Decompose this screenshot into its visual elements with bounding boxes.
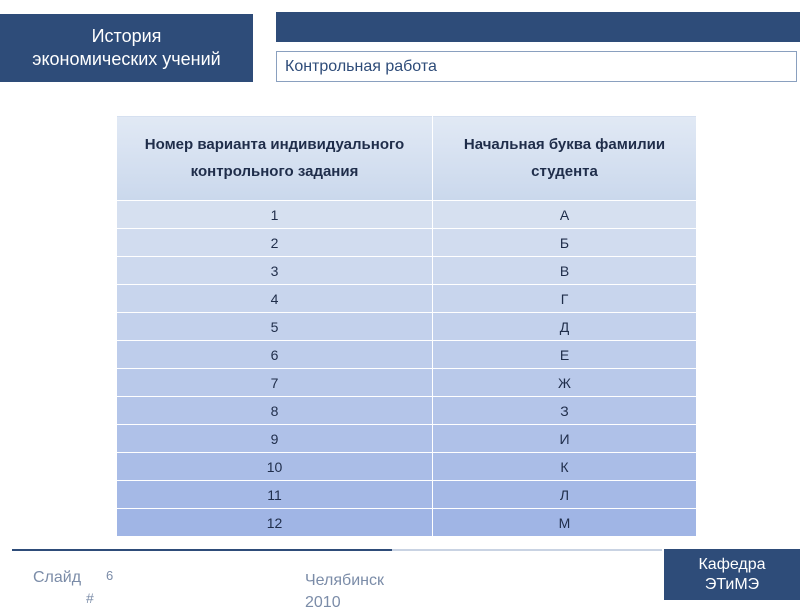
table-row	[117, 397, 697, 425]
table-row	[117, 285, 697, 313]
table-row	[117, 369, 697, 397]
variant-number-cell: 2	[117, 229, 433, 257]
variant-number-cell: 4	[117, 285, 433, 313]
department-box	[664, 549, 800, 600]
initial-letter-cell: М	[433, 509, 697, 537]
department-line2: ЭТиМЭ	[704, 575, 760, 593]
table-row	[117, 509, 697, 537]
department-line1: Кафедра	[698, 555, 766, 573]
variant-number-cell: 6	[117, 341, 433, 369]
table-row	[117, 425, 697, 453]
slide-label: Слайд	[33, 569, 82, 586]
variants-table	[116, 115, 697, 537]
header-initial-letter: Начальная буква фамилии студента	[433, 116, 697, 201]
course-title-box	[0, 14, 253, 82]
subtitle-box	[276, 51, 797, 82]
initial-letter-cell: Б	[433, 229, 697, 257]
initial-letter-cell: А	[433, 201, 697, 229]
initial-letter-cell: К	[433, 453, 697, 481]
city-label	[305, 570, 384, 614]
table-row	[117, 313, 697, 341]
footer-divider-left	[12, 549, 392, 551]
table-row	[117, 201, 697, 229]
initial-letter-cell: Ж	[433, 369, 697, 397]
table-body	[117, 201, 697, 537]
variant-number-cell: 1	[117, 201, 433, 229]
header-bar	[276, 12, 800, 42]
variant-number-cell: 8	[117, 397, 433, 425]
city-year: 2010	[305, 594, 341, 611]
variant-number-cell: 9	[117, 425, 433, 453]
initial-letter-cell: Д	[433, 313, 697, 341]
table-row	[117, 481, 697, 509]
table-row	[117, 257, 697, 285]
variant-number-cell: 10	[117, 453, 433, 481]
course-title-line1: История	[91, 26, 162, 46]
slide-number: 6	[106, 568, 114, 583]
initial-letter-cell: И	[433, 425, 697, 453]
variant-number-cell: 5	[117, 313, 433, 341]
slide-hash: #	[86, 590, 94, 606]
variant-number-cell: 3	[117, 257, 433, 285]
table-row	[117, 453, 697, 481]
variant-number-cell: 11	[117, 481, 433, 509]
footer-divider-mid	[392, 549, 662, 551]
initial-letter-cell: Е	[433, 341, 697, 369]
subtitle-text: Контрольная работа	[285, 58, 437, 75]
table-header-row	[117, 116, 697, 201]
initial-letter-cell: В	[433, 257, 697, 285]
city-name: Челябинск	[305, 572, 384, 589]
header-variant-number: Номер варианта индивидуального контрольного задания	[117, 116, 433, 201]
table-row	[117, 229, 697, 257]
table-row	[117, 341, 697, 369]
initial-letter-cell: З	[433, 397, 697, 425]
variant-number-cell: 7	[117, 369, 433, 397]
initial-letter-cell: Л	[433, 481, 697, 509]
variant-number-cell: 12	[117, 509, 433, 537]
course-title-line2: экономических учений	[32, 49, 221, 69]
initial-letter-cell: Г	[433, 285, 697, 313]
